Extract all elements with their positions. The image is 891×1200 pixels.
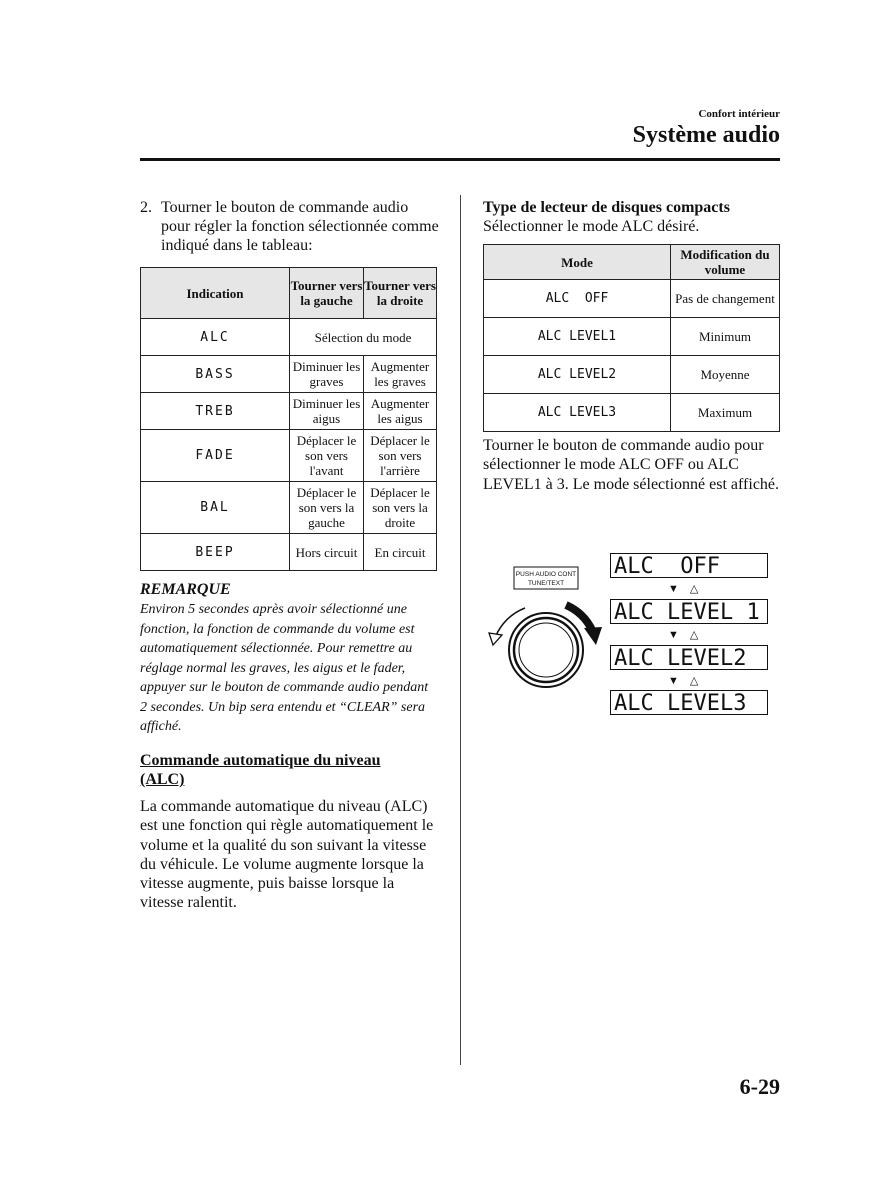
audio-knob-illustration bbox=[480, 545, 610, 725]
table-row bbox=[484, 356, 780, 394]
volume-cell: Pas de changement bbox=[671, 280, 780, 318]
volume-cell: Minimum bbox=[671, 318, 780, 356]
alc-heading: Commande automatique du niveau (ALC) bbox=[140, 752, 381, 788]
table-row bbox=[141, 319, 437, 356]
header-turn-left: Tourner vers la gauche bbox=[290, 268, 364, 319]
header-rule bbox=[140, 158, 780, 161]
mode-cell: ALC LEVEL1 bbox=[484, 318, 671, 356]
mode-cell: ALC LEVEL3 bbox=[484, 394, 671, 432]
alc-body: La commande automatique du niveau (ALC) est une fonction qui règle automatiquement le volume et la qualité du son suivant la vitesse du véhicule. Le volume augmente lorsque la vitesse augmente, puis baisse lorsque la vitesse ralentit. bbox=[140, 798, 434, 912]
knob-label-line1: PUSH AUDIO CONT bbox=[515, 571, 577, 578]
cd-subtext: Sélectionner le mode ALC désiré. bbox=[483, 218, 700, 235]
table-row bbox=[141, 482, 437, 534]
arrow-pair bbox=[668, 674, 718, 688]
arrow-pair bbox=[668, 582, 718, 596]
header-mode: Mode bbox=[484, 245, 671, 280]
right-cell: Déplacer le son vers l'arrière bbox=[364, 430, 437, 482]
column-divider bbox=[460, 195, 461, 1065]
step-text: Tourner le bouton de commande audio pour régler la fonction sélectionnée comme indiqué dans le tableau: bbox=[161, 199, 439, 254]
section-label: Confort intérieur bbox=[698, 108, 780, 120]
table-row bbox=[141, 534, 437, 571]
alc-display-level2: ALC LEVEL2 bbox=[610, 645, 768, 670]
knob-label-line2: TUNE/TEXT bbox=[527, 580, 565, 587]
arrow-up-outline-icon: △ bbox=[689, 629, 699, 641]
arrow-down-icon: ▼ bbox=[668, 629, 679, 641]
alc-display-off: ALC OFF bbox=[610, 553, 768, 578]
table-row bbox=[141, 393, 437, 430]
step-2 bbox=[140, 198, 440, 255]
turn-instruction: Tourner le bouton de commande audio pour sélectionner le mode ALC OFF ou ALC LEVEL1 à 3. Le mode sélectionné est affiché. bbox=[483, 437, 780, 493]
alc-display-level3: ALC LEVEL3 bbox=[610, 690, 768, 715]
alc-mode-table bbox=[483, 244, 780, 432]
table-row bbox=[141, 430, 437, 482]
header-indication: Indication bbox=[141, 268, 290, 319]
header-volume-change: Modification du volume bbox=[671, 245, 780, 280]
table-row bbox=[141, 356, 437, 393]
note-body: Environ 5 secondes après avoir sélectionné une fonction, la fonction de commande du volume est automatiquement sélectionnée. Pour remettre au réglage normal les graves, les aigus et le fader, appuyer sur le bouton de commande audio pendant 2 secondes. Un bip sera entendu et “CLEAR” sera affiché. bbox=[140, 602, 429, 734]
indication-cell: BASS bbox=[141, 356, 290, 393]
right-cell: Déplacer le son vers la droite bbox=[364, 482, 437, 534]
indication-cell: FADE bbox=[141, 430, 290, 482]
indication-cell: BAL bbox=[141, 482, 290, 534]
arrow-pair bbox=[668, 628, 718, 642]
volume-cell: Moyenne bbox=[671, 356, 780, 394]
left-cell: Hors circuit bbox=[290, 534, 364, 571]
right-cell: En circuit bbox=[364, 534, 437, 571]
arrow-up-outline-icon: △ bbox=[689, 583, 699, 595]
mode-cell: ALC OFF bbox=[484, 280, 671, 318]
note-title: REMARQUE bbox=[140, 581, 231, 598]
indication-cell: BEEP bbox=[141, 534, 290, 571]
table-row bbox=[484, 280, 780, 318]
right-cell: Augmenter les aigus bbox=[364, 393, 437, 430]
left-cell: Diminuer les graves bbox=[290, 356, 364, 393]
span-cell: Sélection du mode bbox=[290, 319, 437, 356]
cd-heading: Type de lecteur de disques compacts bbox=[483, 199, 730, 216]
arrow-down-icon: ▼ bbox=[668, 675, 679, 687]
left-cell: Déplacer le son vers l'avant bbox=[290, 430, 364, 482]
arrow-down-icon: ▼ bbox=[668, 583, 679, 595]
indication-cell: TREB bbox=[141, 393, 290, 430]
page-number: 6-29 bbox=[739, 1074, 780, 1099]
header-turn-right: Tourner vers la droite bbox=[364, 268, 437, 319]
table-row bbox=[484, 394, 780, 432]
volume-cell: Maximum bbox=[671, 394, 780, 432]
left-cell: Déplacer le son vers la gauche bbox=[290, 482, 364, 534]
table-row bbox=[484, 318, 780, 356]
page-title: Système audio bbox=[632, 122, 780, 148]
mode-cell: ALC LEVEL2 bbox=[484, 356, 671, 394]
right-cell: Augmenter les graves bbox=[364, 356, 437, 393]
alc-diagram bbox=[480, 545, 780, 725]
left-cell: Diminuer les aigus bbox=[290, 393, 364, 430]
step-number: 2. bbox=[140, 199, 152, 216]
indication-cell: ALC bbox=[141, 319, 290, 356]
indication-table bbox=[140, 267, 437, 571]
arrow-up-outline-icon: △ bbox=[689, 675, 699, 687]
alc-display-level1: ALC LEVEL 1 bbox=[610, 599, 768, 624]
